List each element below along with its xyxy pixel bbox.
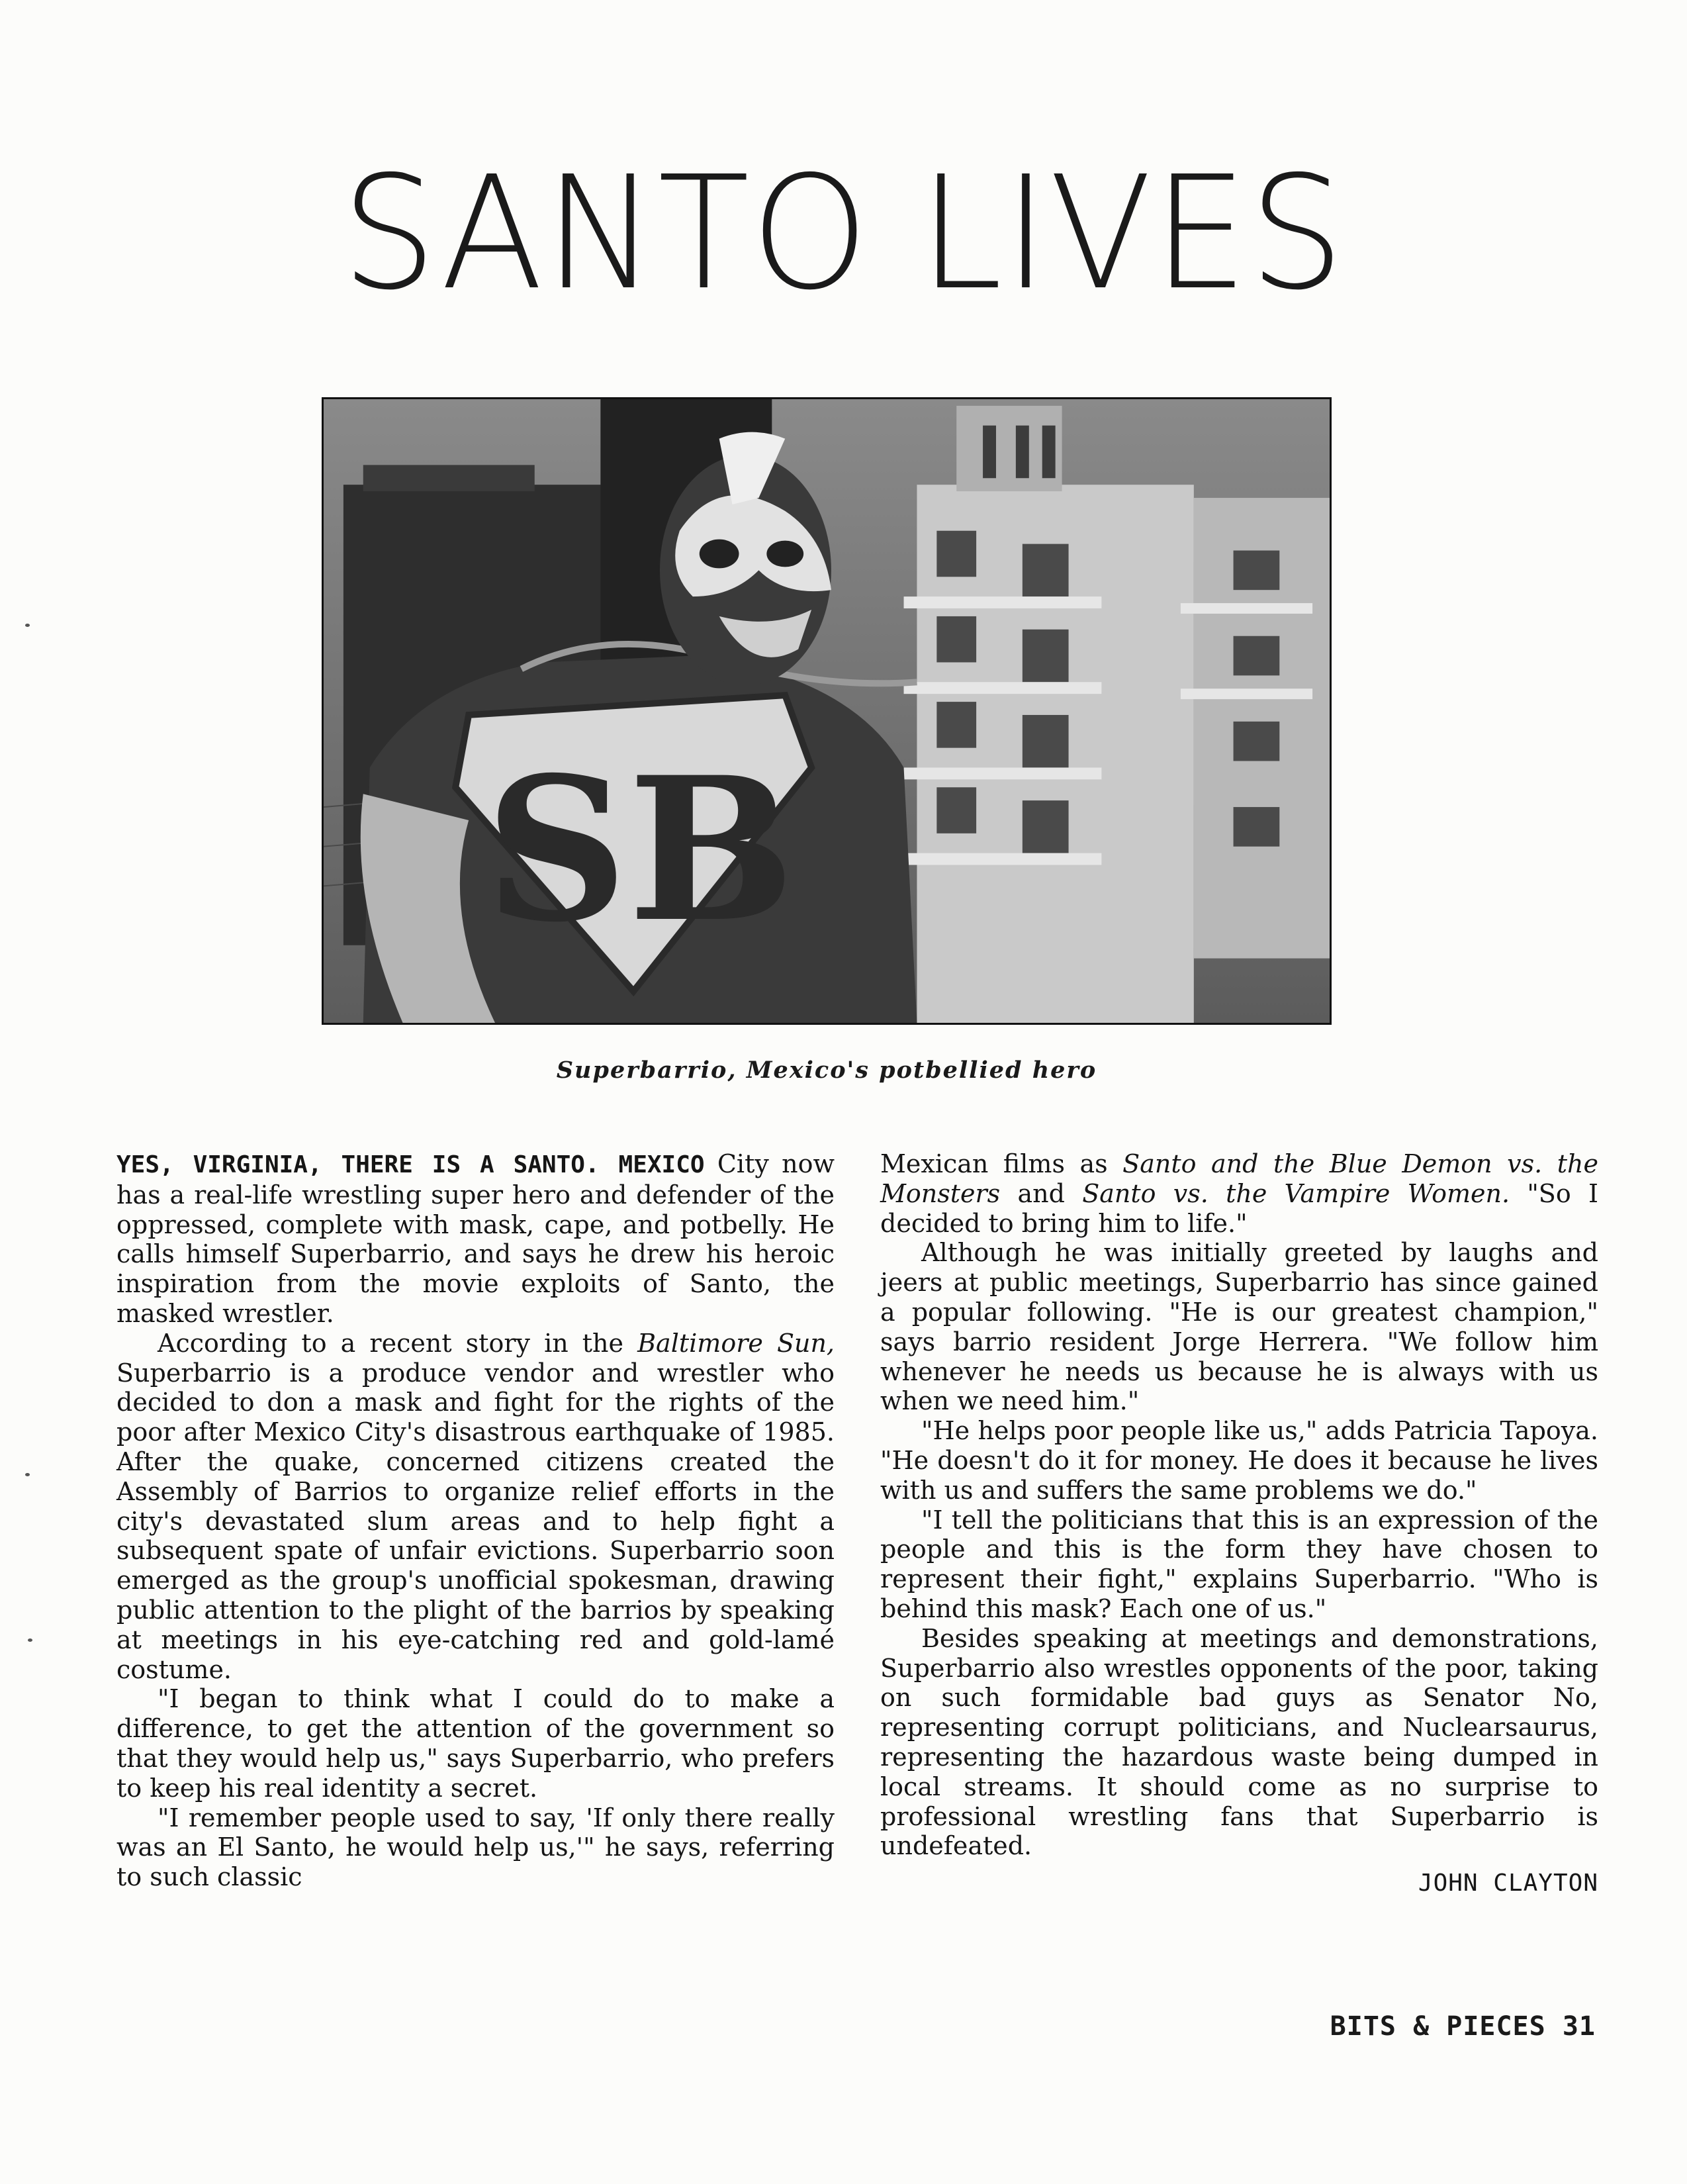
paragraph: Besides speaking at meetings and demonstrations, Superbarrio also wrestles opponents of the poor, taking on such formidable bad guys as Senator No, representing corrupt politicians, and Nuclearsaurus, representing the hazardous waste being dumped in local streams. It should come as no surprise to professional wrestling fans that Superbarrio is undefeated. xyxy=(880,1623,1598,1861)
film-title: Santo vs. the Vampire Women. xyxy=(1082,1178,1510,1208)
page-number: 31 xyxy=(1562,2011,1596,2042)
article-column-right xyxy=(880,1149,1598,1899)
paragraph xyxy=(116,1329,835,1685)
paragraph: Although he was initially greeted by laughs and jeers at public meetings, Superbarrio has since gained a popular following. "He is our greatest champion," says barrio resident Jorge Herrera. "We follow him whenever he needs us because he is always with us when we need him." xyxy=(880,1238,1598,1416)
author-byline: JOHN CLAYTON xyxy=(1418,1870,1598,1897)
scan-speck xyxy=(25,624,30,627)
photo-caption: Superbarrio, Mexico's potbellied hero xyxy=(556,1057,1097,1084)
superbarrio-photo xyxy=(324,399,1330,1023)
paragraph xyxy=(880,1149,1598,1238)
paragraph-text: Mexican films as xyxy=(880,1149,1123,1178)
page-footer xyxy=(1330,2011,1596,2042)
article-photo xyxy=(322,397,1332,1025)
article-column-left xyxy=(116,1149,835,1892)
paragraph: "I tell the politicians that this is an expression of the people and this is the form they have chosen to represent their fight," explains Superbarrio. "Who is behind this mask? Each one of us." xyxy=(880,1505,1598,1623)
paragraph: "I began to think what I could do to make a difference, to get the attention of the government so that they would help us," says Superbarrio, who prefers to keep his real identity a secret. xyxy=(116,1684,835,1803)
paragraph-text: Superbarrio is a produce vendor and wrestler who decided to don a mask and fight for the rights of the poor after Mexico City's disastrous earthquake of 1985. After the quake, concerned citizens created the Assembly of Barrios to organize relief efforts in the city's devastated slum areas and to help fight a subsequent spate of unfair evictions. Superbarrio soon emerged as the group's unofficial spokesman, drawing public attention to the plight of the barrios by speaking at meetings in his eye-catching red and gold-lamé costume. xyxy=(116,1358,835,1684)
paragraph: "I remember people used to say, 'If only there really was an El Santo, he would help us,'" he says, referring to such classic xyxy=(116,1803,835,1892)
lead-in: YES, VIRGINIA, THERE IS A SANTO. MEXICO xyxy=(116,1151,705,1178)
article-title: SANTO LIVES xyxy=(341,142,1346,324)
paragraph-text: "So I decided to bring him to life." xyxy=(880,1178,1598,1238)
paragraph: "He helps poor people like us," adds Patricia Tapoya. "He doesn't do it for money. He does it because he lives with us and suffers the same problems we do." xyxy=(880,1416,1598,1505)
paragraph-text: According to a recent story in the xyxy=(158,1328,638,1358)
section-name: BITS & PIECES xyxy=(1330,2011,1546,2042)
scan-speck xyxy=(28,1638,32,1642)
paragraph xyxy=(116,1149,835,1329)
paragraph-text: and xyxy=(1000,1178,1083,1208)
chest-emblem: SB xyxy=(484,734,796,966)
paragraph-text: City now has a real-life wrestling super hero and defender of the oppressed, complete with mask, cape, and potbelly. He calls himself Superbarrio, and says he drew his heroic inspiration from the movie exploits of Santo, the masked wrestler. xyxy=(116,1149,835,1328)
scan-speck xyxy=(25,1473,30,1476)
film-title: Santo and the Blue Demon vs. the Monsters xyxy=(880,1149,1598,1208)
publication-name: Baltimore Sun, xyxy=(637,1328,835,1358)
